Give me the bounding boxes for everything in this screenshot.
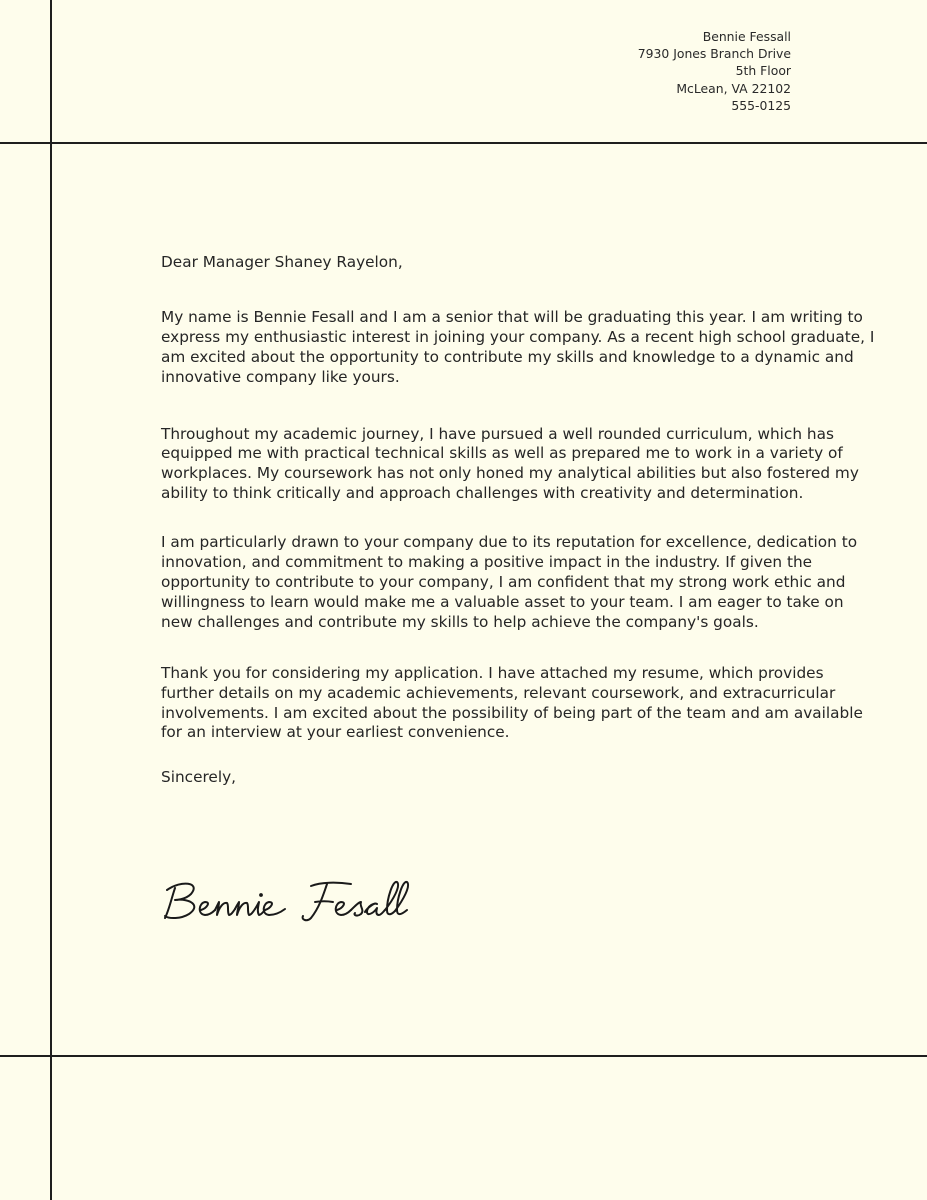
closing: Sincerely, [161, 768, 237, 787]
vertical-margin-rule [50, 0, 52, 1200]
handwritten-signature [161, 872, 461, 932]
sender-name: Bennie Fessall [702, 29, 791, 44]
sender-address-block [638, 28, 791, 114]
salutation: Dear Manager Shaney Rayelon, [161, 253, 403, 271]
sender-floor: 5th Floor [735, 63, 791, 79]
letter-body [161, 253, 877, 788]
header-divider-rule [0, 142, 927, 144]
paragraph-company-interest: I am particularly drawn to your company due to its reputation for excellence, dedication to innovation, and commitment to making a positive impact in the industry. If given the opportunity to contribute to your company, I am confident that my strong work ethic and willingness to learn would make me a valuable asset to your team. I am eager to take on new challenges and contribute my skills to help achieve the company's goals. [161, 533, 858, 631]
sender-street: 7930 Jones Branch Drive [637, 46, 791, 62]
paragraph-academic-journey: Throughout my academic journey, I have pursued a well rounded curriculum, which has equipped me with practical technical skills as well as prepared me to work in a variety of workplaces. My coursework has not only honed my analytical abilities but also fostered my ability to think critically and approach challenges with creativity and determination. [161, 424, 859, 503]
footer-divider-rule [0, 1055, 927, 1057]
sender-phone: 555-0125 [731, 97, 791, 113]
sender-city-state-zip: McLean, VA 22102 [676, 80, 791, 96]
paragraph-introduction: My name is Bennie Fesall and I am a senior that will be graduating this year. I am writing to express my enthusiastic interest in joining your company. As a recent high school graduate, I am excited about the opportunity to contribute my skills and knowledge to a dynamic and innovative company like yours. [161, 307, 875, 386]
paragraph-thank-you: Thank you for considering my application. I have attached my resume, which provides further details on my academic achievements, relevant coursework, and extracurricular involvements. I am excited about the possibility of being part of the team and am available for an interview at your earliest convenience. [161, 663, 863, 742]
